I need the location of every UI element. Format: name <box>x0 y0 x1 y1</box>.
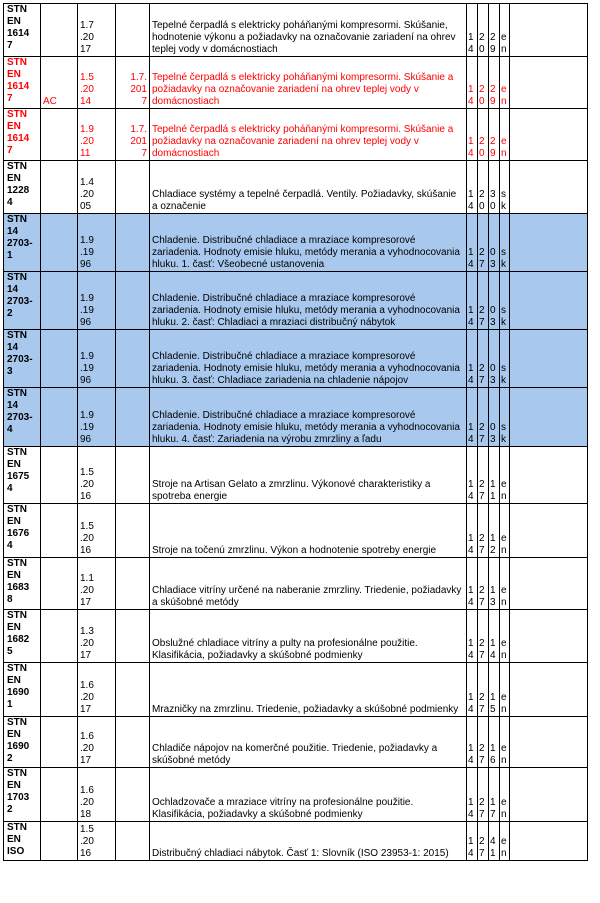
empty-cell <box>510 330 588 388</box>
group-digit-3: 1 5 <box>489 663 500 717</box>
language-code: e n <box>500 504 510 558</box>
amendment-flag <box>41 330 78 388</box>
language-code: s k <box>500 330 510 388</box>
language-code: e n <box>500 558 510 610</box>
group-digit-3: 0 3 <box>489 272 500 330</box>
group-digit-3: 2 9 <box>489 109 500 161</box>
amendment-flag <box>41 388 78 447</box>
amendment-flag <box>41 447 78 504</box>
empty-cell <box>510 504 588 558</box>
empty-cell <box>510 663 588 717</box>
language-code: e n <box>500 4 510 57</box>
empty-cell <box>510 57 588 109</box>
group-digit-2: 2 7 <box>478 330 489 388</box>
group-digit-1: 1 4 <box>467 388 478 447</box>
group-digit-2: 2 0 <box>478 161 489 214</box>
group-digit-1: 1 4 <box>467 109 478 161</box>
standard-title: Chladiče nápojov na komerčné použitie. Triedenie, požiadavky a skúšobné metódy <box>150 717 467 768</box>
group-digit-1: 1 4 <box>467 161 478 214</box>
group-digit-2: 2 7 <box>478 272 489 330</box>
standard-code: STN EN 1614 7 <box>4 4 41 57</box>
empty-cell <box>510 768 588 822</box>
table-row <box>4 4 588 57</box>
language-code: e n <box>500 663 510 717</box>
replaced-date <box>116 272 150 330</box>
group-digit-2: 2 0 <box>478 57 489 109</box>
table-row <box>4 161 588 214</box>
language-code: s k <box>500 161 510 214</box>
amendment-flag <box>41 822 78 861</box>
group-digit-3: 1 3 <box>489 558 500 610</box>
standard-code: STN EN 1228 4 <box>4 161 41 214</box>
group-digit-1: 1 4 <box>467 447 478 504</box>
amendment-flag <box>41 4 78 57</box>
language-code: e n <box>500 447 510 504</box>
effective-date: 1.9 .19 96 <box>78 388 116 447</box>
empty-cell <box>510 388 588 447</box>
group-digit-1: 1 4 <box>467 768 478 822</box>
replaced-date <box>116 822 150 861</box>
amendment-flag <box>41 663 78 717</box>
effective-date: 1.5 .20 16 <box>78 504 116 558</box>
empty-cell <box>510 610 588 663</box>
effective-date: 1.9 .20 11 <box>78 109 116 161</box>
group-digit-3: 0 3 <box>489 330 500 388</box>
group-digit-3: 0 3 <box>489 214 500 272</box>
effective-date: 1.9 .19 96 <box>78 272 116 330</box>
standard-code: STN 14 2703- 4 <box>4 388 41 447</box>
standard-title: Mrazničky na zmrzlinu. Triedenie, požiadavky a skúšobné podmienky <box>150 663 467 717</box>
standard-title: Chladenie. Distribučné chladiace a mraziace kompresorové zariadenia. Hodnoty emisie hluku, metódy merania a vyhodnocovania hluku. 4. časť: Zariadenia na výrobu zmrzliny a ľadu <box>150 388 467 447</box>
table-row <box>4 717 588 768</box>
group-digit-3: 1 2 <box>489 504 500 558</box>
standards-table-page <box>3 3 588 861</box>
empty-cell <box>510 447 588 504</box>
language-code: s k <box>500 214 510 272</box>
group-digit-3: 2 9 <box>489 57 500 109</box>
amendment-flag <box>41 558 78 610</box>
empty-cell <box>510 161 588 214</box>
group-digit-2: 2 7 <box>478 504 489 558</box>
standard-code: STN EN 1675 4 <box>4 447 41 504</box>
standard-title: Distribučný chladiaci nábytok. Časť 1: Slovník (ISO 23953-1: 2015) <box>150 822 467 861</box>
replaced-date <box>116 768 150 822</box>
effective-date: 1.6 .20 18 <box>78 768 116 822</box>
group-digit-1: 1 4 <box>467 57 478 109</box>
language-code: e n <box>500 57 510 109</box>
table-row <box>4 610 588 663</box>
group-digit-2: 2 7 <box>478 610 489 663</box>
effective-date: 1.6 .20 17 <box>78 663 116 717</box>
standard-code: STN EN 1676 4 <box>4 504 41 558</box>
standard-title: Ochladzovače a mraziace vitríny na profesionálne použitie. Klasifikácia, požiadavky a skúšobné podmienky <box>150 768 467 822</box>
empty-cell <box>510 272 588 330</box>
replaced-date <box>116 388 150 447</box>
group-digit-1: 1 4 <box>467 330 478 388</box>
language-code: e n <box>500 717 510 768</box>
group-digit-1: 1 4 <box>467 610 478 663</box>
standard-code: STN EN 1614 7 <box>4 57 41 109</box>
standard-code: STN 14 2703- 2 <box>4 272 41 330</box>
language-code: s k <box>500 272 510 330</box>
group-digit-1: 1 4 <box>467 214 478 272</box>
standard-code: STN EN 1690 2 <box>4 717 41 768</box>
group-digit-2: 2 7 <box>478 558 489 610</box>
empty-cell <box>510 558 588 610</box>
group-digit-2: 2 7 <box>478 717 489 768</box>
amendment-flag: AC <box>41 57 78 109</box>
group-digit-2: 2 7 <box>478 388 489 447</box>
table-row <box>4 57 588 109</box>
table-row <box>4 109 588 161</box>
group-digit-3: 1 7 <box>489 768 500 822</box>
standard-title: Stroje na Artisan Gelato a zmrzlinu. Výkonové charakteristiky a spotreba energie <box>150 447 467 504</box>
empty-cell <box>510 822 588 861</box>
standard-code: STN 14 2703- 3 <box>4 330 41 388</box>
group-digit-2: 2 7 <box>478 663 489 717</box>
group-digit-2: 2 0 <box>478 109 489 161</box>
amendment-flag <box>41 161 78 214</box>
group-digit-1: 1 4 <box>467 822 478 861</box>
replaced-date <box>116 717 150 768</box>
group-digit-3: 2 9 <box>489 4 500 57</box>
replaced-date <box>116 447 150 504</box>
table-row <box>4 272 588 330</box>
standard-title: Chladiace systémy a tepelné čerpadlá. Ventily. Požiadavky, skúšanie a označenie <box>150 161 467 214</box>
group-digit-3: 1 4 <box>489 610 500 663</box>
group-digit-2: 2 7 <box>478 214 489 272</box>
replaced-date <box>116 504 150 558</box>
effective-date: 1.5 .20 14 <box>78 57 116 109</box>
group-digit-1: 1 4 <box>467 663 478 717</box>
replaced-date <box>116 214 150 272</box>
group-digit-1: 1 4 <box>467 504 478 558</box>
group-digit-3: 3 0 <box>489 161 500 214</box>
standard-title: Obslužné chladiace vitríny a pulty na profesionálne použitie. Klasifikácia, požiadavky a skúšobné podmienky <box>150 610 467 663</box>
amendment-flag <box>41 109 78 161</box>
group-digit-2: 2 7 <box>478 768 489 822</box>
table-row <box>4 214 588 272</box>
replaced-date <box>116 330 150 388</box>
standard-title: Stroje na točenú zmrzlinu. Výkon a hodnotenie spotreby energie <box>150 504 467 558</box>
group-digit-1: 1 4 <box>467 558 478 610</box>
table-row <box>4 504 588 558</box>
effective-date: 1.7 .20 17 <box>78 4 116 57</box>
effective-date: 1.1 .20 17 <box>78 558 116 610</box>
group-digit-3: 1 1 <box>489 447 500 504</box>
effective-date: 1.5 .20 16 <box>78 447 116 504</box>
empty-cell <box>510 4 588 57</box>
amendment-flag <box>41 272 78 330</box>
language-code: e n <box>500 109 510 161</box>
table-row <box>4 388 588 447</box>
amendment-flag <box>41 768 78 822</box>
group-digit-2: 2 7 <box>478 822 489 861</box>
effective-date: 1.4 .20 05 <box>78 161 116 214</box>
standard-code: STN EN 1703 2 <box>4 768 41 822</box>
standard-title: Chladenie. Distribučné chladiace a mraziace kompresorové zariadenia. Hodnoty emisie hluku, metódy merania a vyhodnocovania hluku. 1. časť: Všeobecné ustanovenia <box>150 214 467 272</box>
empty-cell <box>510 717 588 768</box>
language-code: e n <box>500 768 510 822</box>
table-row <box>4 822 588 861</box>
empty-cell <box>510 214 588 272</box>
standard-title: Chladenie. Distribučné chladiace a mraziace kompresorové zariadenia. Hodnoty emisie hluku, metódy merania a vyhodnocovania hluku. 3. časť: Chladiace zariadenia na chladenie nápojov <box>150 330 467 388</box>
amendment-flag <box>41 717 78 768</box>
group-digit-3: 0 3 <box>489 388 500 447</box>
group-digit-1: 1 4 <box>467 272 478 330</box>
amendment-flag <box>41 504 78 558</box>
effective-date: 1.6 .20 17 <box>78 717 116 768</box>
replaced-date: 1.7. 201 7 <box>116 109 150 161</box>
replaced-date <box>116 4 150 57</box>
replaced-date <box>116 558 150 610</box>
group-digit-2: 2 0 <box>478 4 489 57</box>
replaced-date <box>116 610 150 663</box>
standard-code: STN EN ISO <box>4 822 41 861</box>
table-row <box>4 447 588 504</box>
standards-table <box>3 3 588 861</box>
table-row <box>4 330 588 388</box>
replaced-date <box>116 663 150 717</box>
group-digit-3: 4 1 <box>489 822 500 861</box>
standard-code: STN 14 2703- 1 <box>4 214 41 272</box>
standard-code: STN EN 1614 7 <box>4 109 41 161</box>
standard-title: Tepelné čerpadlá s elektricky poháňanými kompresormi. Skúšanie a požiadavky na označovanie zariadení na ohrev teplej vody v domácnostiach <box>150 57 467 109</box>
standard-title: Tepelné čerpadlá s elektricky poháňanými kompresormi. Skúšanie a požiadavky na označovanie zariadení na ohrev teplej vody v domácnostiach <box>150 109 467 161</box>
effective-date: 1.3 .20 17 <box>78 610 116 663</box>
language-code: s k <box>500 388 510 447</box>
group-digit-1: 1 4 <box>467 717 478 768</box>
amendment-flag <box>41 610 78 663</box>
table-row <box>4 663 588 717</box>
amendment-flag <box>41 214 78 272</box>
standard-title: Chladiace vitríny určené na naberanie zmrzliny. Triedenie, požiadavky a skúšobné metódy <box>150 558 467 610</box>
table-row <box>4 558 588 610</box>
empty-cell <box>510 109 588 161</box>
group-digit-2: 2 7 <box>478 447 489 504</box>
language-code: e n <box>500 822 510 861</box>
standard-code: STN EN 1683 8 <box>4 558 41 610</box>
replaced-date: 1.7. 201 7 <box>116 57 150 109</box>
group-digit-1: 1 4 <box>467 4 478 57</box>
standard-code: STN EN 1690 1 <box>4 663 41 717</box>
effective-date: 1.9 .19 96 <box>78 214 116 272</box>
standard-code: STN EN 1682 5 <box>4 610 41 663</box>
standard-title: Chladenie. Distribučné chladiace a mraziace kompresorové zariadenia. Hodnoty emisie hluku, metódy merania a vyhodnocovania hluku. 2. časť: Chladiaci a mraziaci distribučný nábytok <box>150 272 467 330</box>
group-digit-3: 1 6 <box>489 717 500 768</box>
replaced-date <box>116 161 150 214</box>
standard-title: Tepelné čerpadlá s elektricky poháňanými kompresormi. Skúšanie, hodnotenie výkonu a požiadavky na označovanie zariadení na ohrev teplej vody v domácnostiach <box>150 4 467 57</box>
table-row <box>4 768 588 822</box>
effective-date: 1.5 .20 16 <box>78 822 116 861</box>
language-code: e n <box>500 610 510 663</box>
effective-date: 1.9 .19 96 <box>78 330 116 388</box>
